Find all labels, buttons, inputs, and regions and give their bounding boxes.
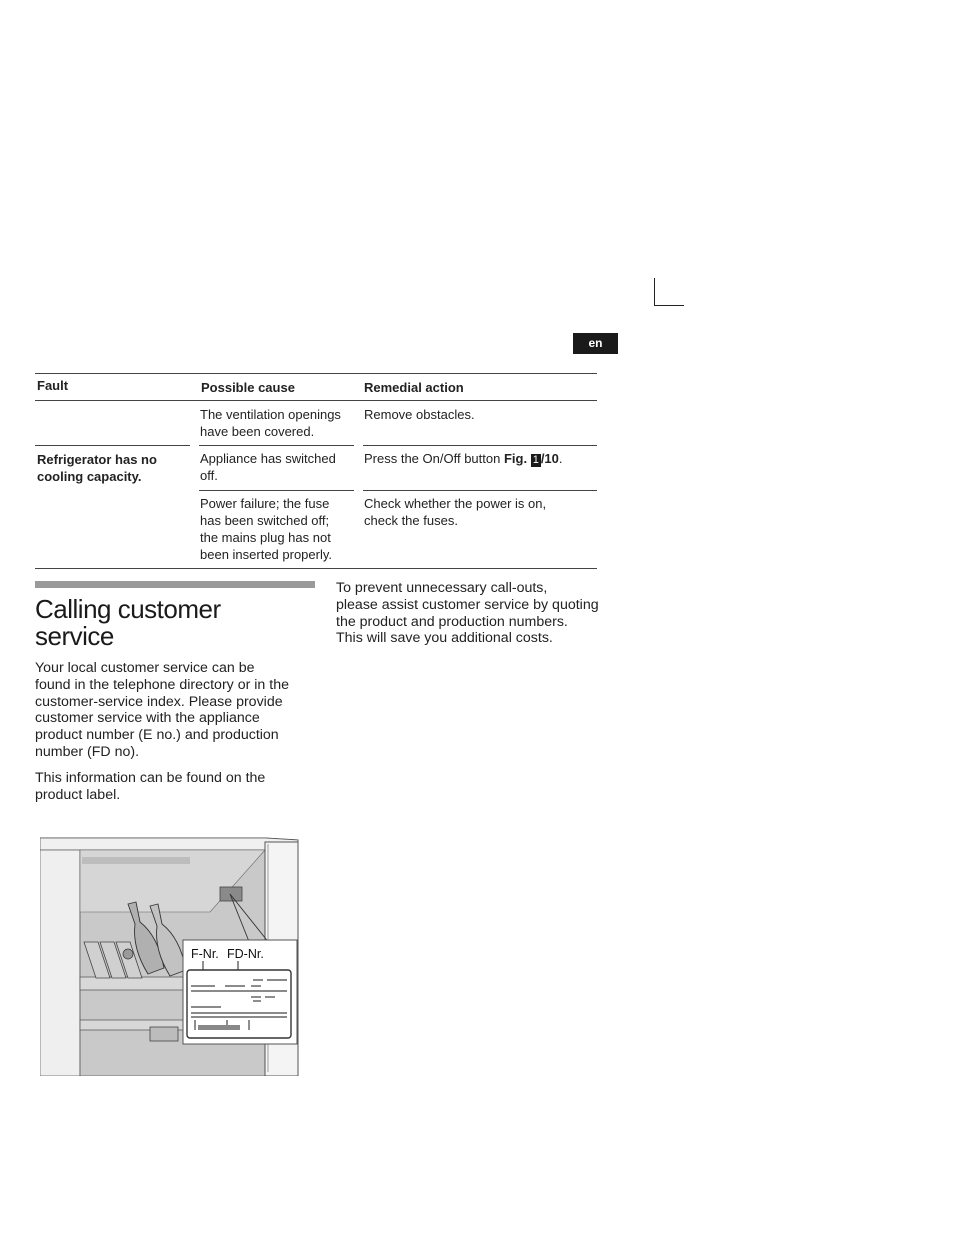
crop-mark xyxy=(654,278,655,306)
cell-line: The ventilation openings xyxy=(200,407,341,422)
cell-line: Appliance has switched xyxy=(200,451,336,466)
troubleshooting-table xyxy=(35,373,597,569)
cell-line: have been covered. xyxy=(200,424,315,439)
cell-line: the mains plug has not xyxy=(200,530,331,545)
figure-item-reference: /10 xyxy=(540,451,559,466)
body-paragraph xyxy=(336,580,626,647)
action-text: Press the On/Off button xyxy=(364,451,504,466)
cell-line: been inserted properly. xyxy=(200,547,333,562)
column-header-fault: Fault xyxy=(37,378,69,393)
figure-reference: Fig. xyxy=(503,451,528,466)
text-line: This information can be found on the xyxy=(35,770,266,786)
language-badge: en xyxy=(573,333,618,354)
figure-number-badge: 1 xyxy=(532,454,539,466)
table-rule xyxy=(199,490,354,491)
table-rule xyxy=(363,490,597,491)
fault-label-line: Refrigerator has no xyxy=(37,452,157,467)
section-heading xyxy=(35,596,315,650)
text-line: customer service with the appliance xyxy=(35,710,260,727)
body-paragraph xyxy=(35,770,325,804)
cause-cell xyxy=(200,495,332,563)
text-line: found in the telephone directory or in the xyxy=(35,676,289,693)
text-line: please assist customer service by quoting xyxy=(336,596,599,613)
table-rule xyxy=(35,445,190,446)
text-line: number (FD no). xyxy=(35,743,140,760)
cell-line: check the fuses. xyxy=(364,513,458,528)
text-line: product number (E no.) and production xyxy=(35,727,279,744)
table-rule xyxy=(35,400,597,401)
cell-line: off. xyxy=(200,468,218,483)
cell-line: Check whether the power is on, xyxy=(364,496,547,511)
text-line: product label. xyxy=(35,786,121,803)
refrigerator-label-illustration xyxy=(40,832,300,1076)
action-cell xyxy=(364,495,546,529)
text-line: This will save you additional costs. xyxy=(336,630,553,647)
section-divider-bar xyxy=(35,581,315,588)
text-line: the product and production numbers. xyxy=(336,613,568,630)
product-label-sticker xyxy=(220,887,242,901)
action-cell xyxy=(364,406,475,423)
cause-cell xyxy=(200,406,341,440)
table-rule xyxy=(199,445,354,446)
cell-line: Remove obstacles. xyxy=(364,407,475,422)
crop-mark xyxy=(654,305,684,306)
cell-line: has been switched off; xyxy=(200,513,330,528)
fault-label-line: cooling capacity. xyxy=(37,469,142,484)
heading-line: service xyxy=(35,621,114,651)
callout-label-fd-nr: FD-Nr. xyxy=(227,947,264,961)
table-rule xyxy=(35,568,597,569)
text-line: customer-service index. Please provide xyxy=(35,693,283,710)
text-line: Your local customer service can be xyxy=(35,660,255,676)
heading-line: Calling customer xyxy=(35,594,221,624)
text-line: To prevent unnecessary call-outs, xyxy=(336,580,548,596)
cause-cell xyxy=(200,450,336,484)
fault-label xyxy=(37,451,157,485)
action-text: . xyxy=(558,451,563,466)
column-header-cause: Possible cause xyxy=(201,380,295,395)
table-rule xyxy=(35,373,597,374)
body-paragraph xyxy=(35,660,325,761)
table-rule xyxy=(363,445,597,446)
action-cell xyxy=(364,450,563,467)
column-header-action: Remedial action xyxy=(364,380,464,395)
cell-line: Power failure; the fuse xyxy=(200,496,330,511)
callout-label-f-nr: F-Nr. xyxy=(191,947,219,961)
